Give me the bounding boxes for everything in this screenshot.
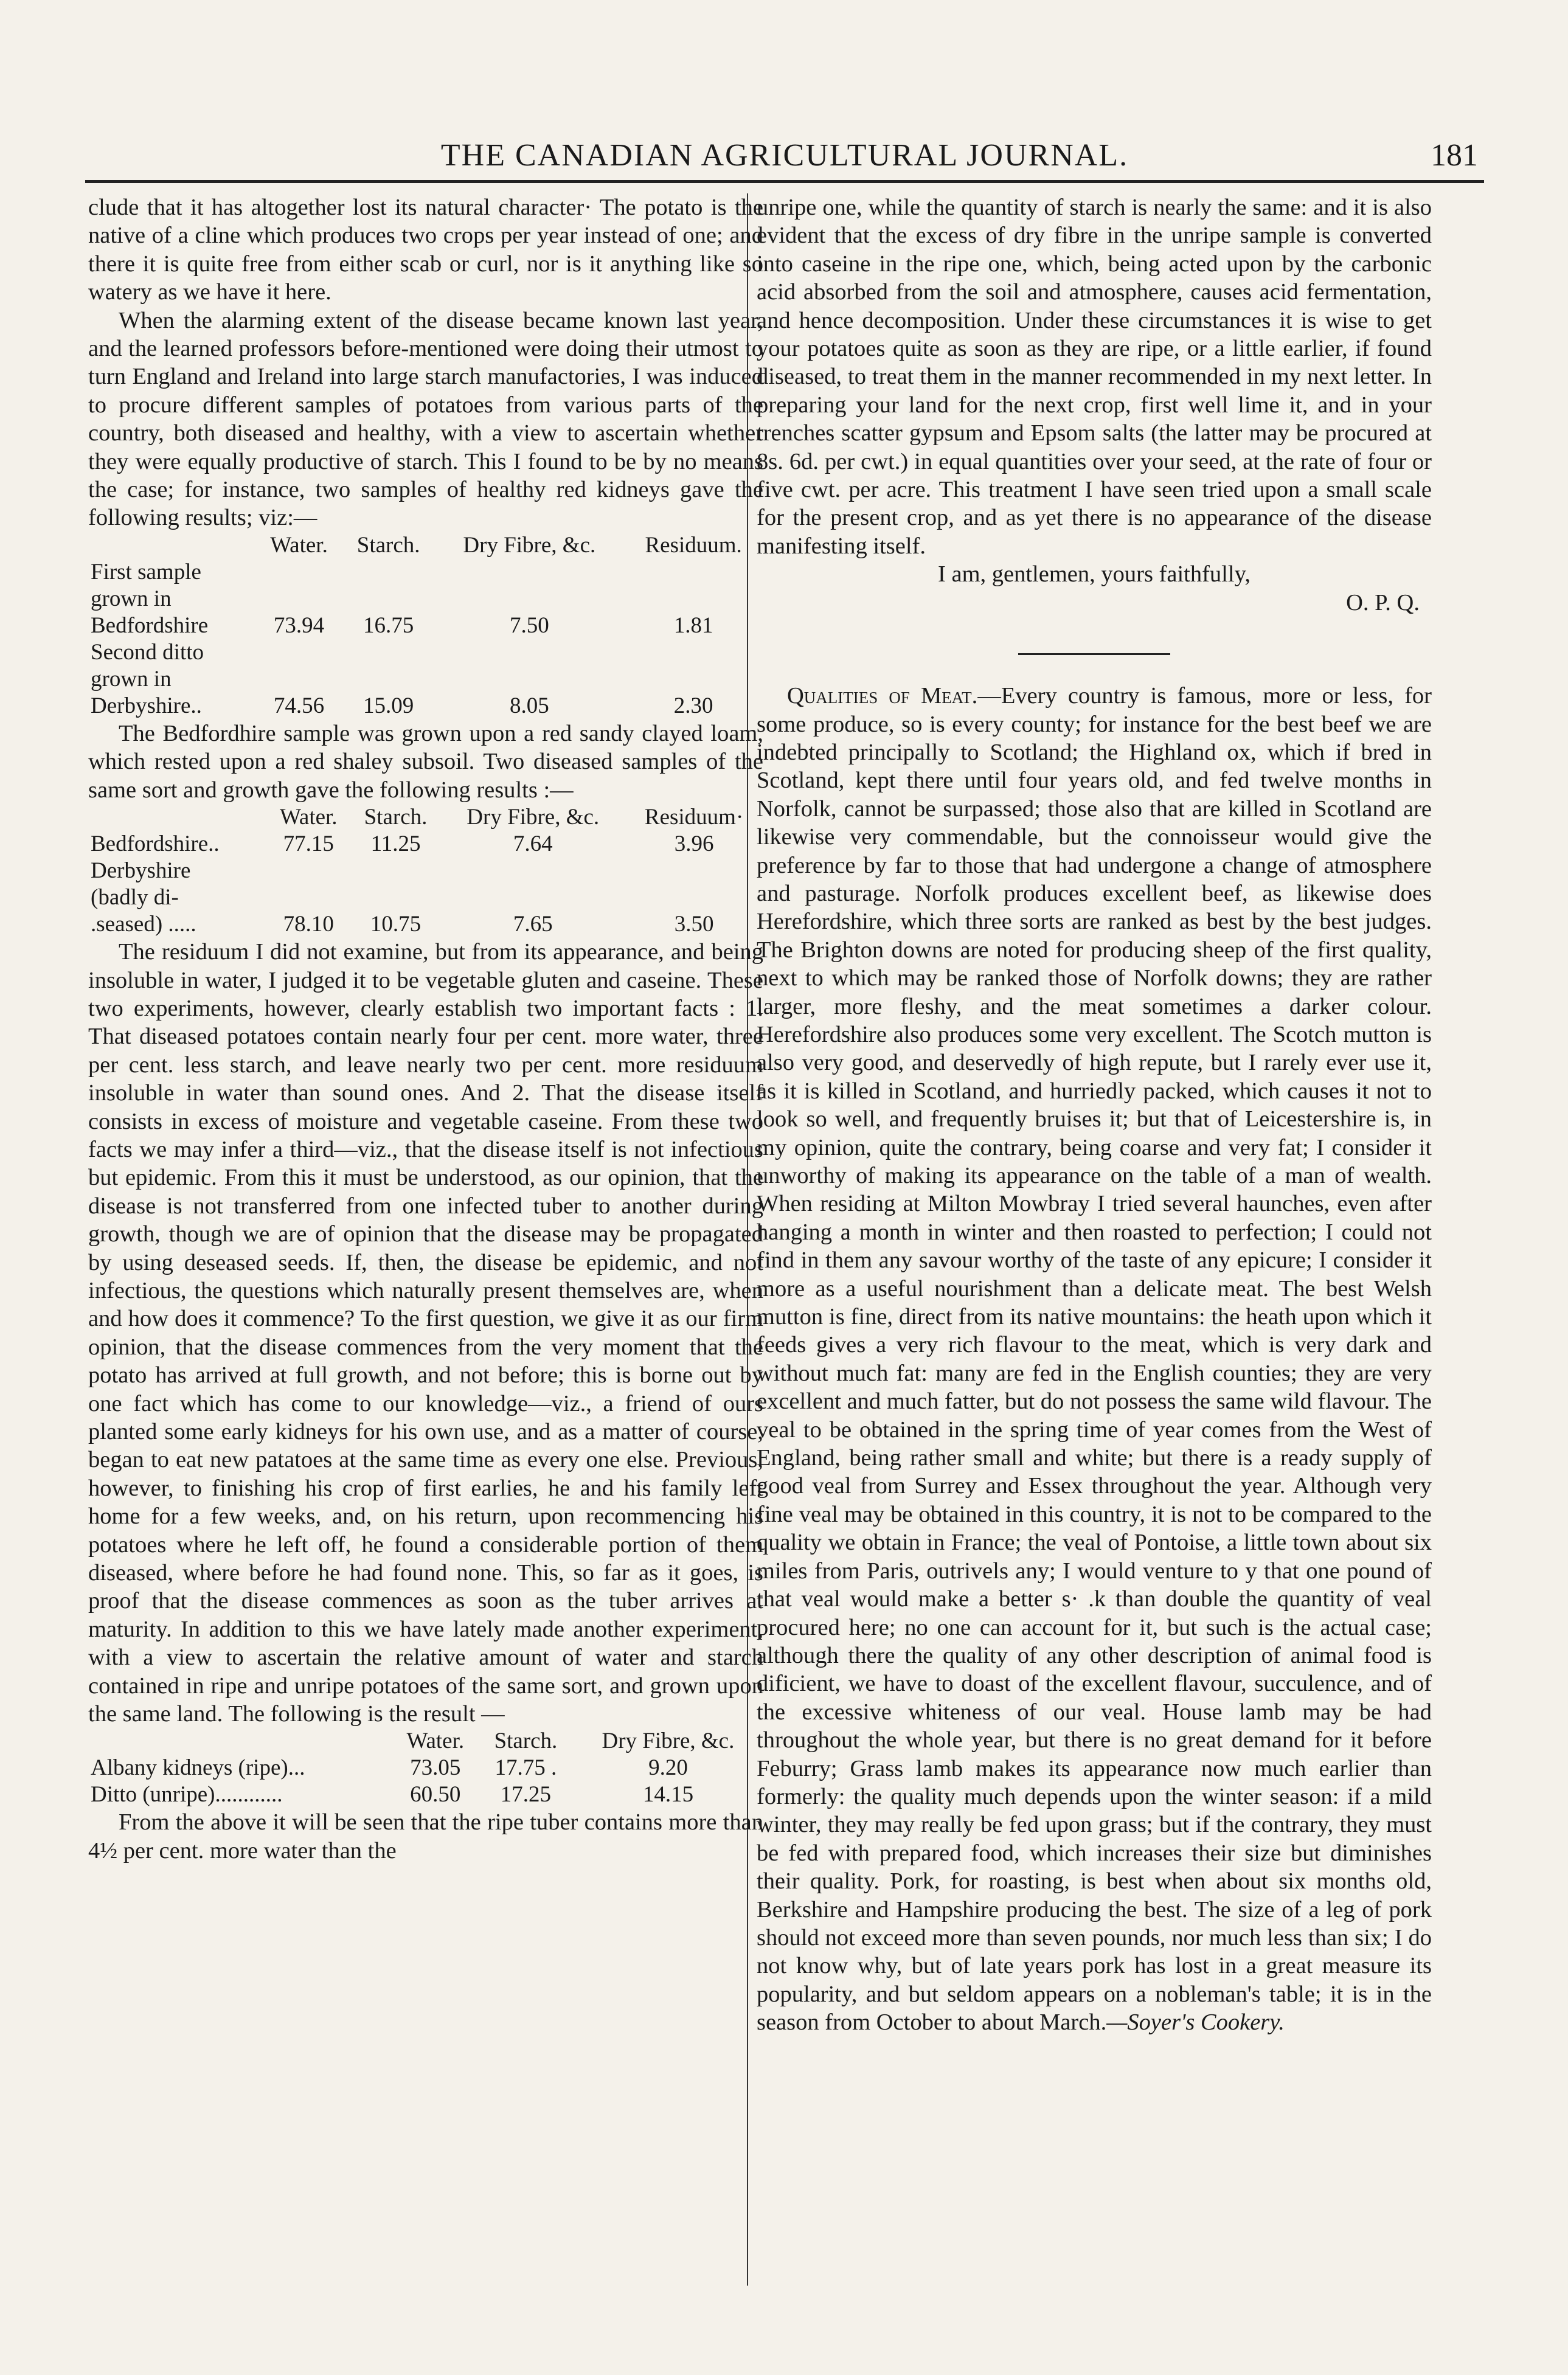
letter-signature: O. P. Q.	[1346, 589, 1420, 615]
row-label-line: grown in	[91, 586, 172, 611]
table-cell: 73.05	[410, 1755, 461, 1781]
table-cell: 8.05	[509, 693, 549, 718]
header-rule	[85, 180, 1484, 183]
table-header: Water.	[406, 1728, 465, 1754]
row-label-line: First sample	[91, 559, 201, 584]
table-header-row	[88, 532, 763, 559]
table-row	[88, 1781, 763, 1808]
table-cell: 60.50	[410, 1782, 461, 1808]
results-table-ripeness	[88, 1728, 763, 1808]
row-label: Albany kidneys (ripe)...	[91, 1755, 305, 1781]
section-separator	[1018, 653, 1170, 655]
table-cell: 2.30	[673, 693, 713, 718]
article-body: —Every country is famous, more or less, for some produce, so is every county; for instance for the best beef we are indebted principally to Scotland; the Highland ox, which if bred in Scotland, kept there until four years old, and fed twelve months in Norfolk, cannot be surpassed; those also that are killed in Scotland are likewise very commendable, but the connoisseur would give the preference by far to those that had undergone a change of atmosphere and pasturage. Norfolk produces excellent beef, as likewise does Herefordshire, which three sorts are ranked as best by the best judges. The Brighton downs are noted for producing sheep of the first quality, next to which may be ranked those of Norfolk downs; they are rather larger, more fleshy, and the meat sometimes a darker colour. Herefordshire also produces some very excellent. The Scotch mutton is also very good, and deservedly of high repute, but I rarely ever use it, as it is killed in Scotland, and hurriedly packed, which causes it not to look so well, and frequently bruises it; but that of Leicestershire is, in my opinion, quite the contrary, being coarse and very fat; I consider it unworthy of making its appearance on the table of a man of wealth. When residing at Milton Mowbray I tried several haunches, even after hanging a month in winter and then roasted to perfection; I could not find in them any savour worthy of the taste of any epicure; I consider it more as a useful nourishment than a delicate meat. The best Welsh mutton is fine, direct from its native mountains: the heath upon which it feeds gives a very rich flavour to the meat, which is very dark and without much fat: many are fed in the English counties; they are very excellent and much fatter, but do not possess the same wild flavour. The veal to be obtained in the spring time of year comes from the West of England, being rather small and white; but there is a ready supply of good veal from Surrey and Essex throughout the year. Although very fine veal may be obtained in this country, it is not to be compared to the quality we obtain in France; the veal of Pontoise, a little town about six miles from Paris, outrivels any; I would venture to y that one pound of that veal would make a better s· .k than double the quantity of veal procured here; no one can account for it, but such is the actual case; although there the quality of any other description of animal food is dificient, we have to doast of the excellent flavour, succulence, and of the excessive whiteness of our veal. House lamb may be had throughout the whole year, but there is no great demand for it before Feburry; Grass lamb makes its appearance now much earlier than formerly: the quality much depends upon the winter season: if a mild winter, they may really be fed upon grass; but if the contrary, they must be fed with prepared food, which increases their size but diminishes their quality. Pork, for roasting, is best when about six months old, Berkshire and Hampshire producing the best. The size of a leg of pork should not exceed more than seven pounds, nor much less than six; I do not know why, but of late years pork has lost in a great measure its popularity, and but seldom appears on a nobleman's table; it is in the season from October to about March.	[757, 683, 1432, 2036]
table-row	[88, 858, 763, 938]
table-cell: 11.25	[370, 831, 421, 857]
letter-closing: I am, gentlemen, yours faithfully,	[938, 561, 1251, 588]
table-cell: 15.09	[363, 693, 414, 718]
page-number: 181	[1431, 138, 1478, 173]
table-cell: 10.75	[370, 912, 421, 937]
row-label-line: Bedfordshire..	[91, 831, 220, 857]
table-row	[88, 639, 763, 719]
row-label	[88, 858, 267, 938]
row-label: Ditto (unripe)............	[91, 1782, 283, 1808]
table-cell: 9.20	[648, 1755, 688, 1781]
table-row	[88, 1755, 763, 1781]
table-cell: 77.15	[283, 831, 334, 857]
right-column	[757, 193, 1432, 2037]
table-header: Water.	[279, 805, 338, 830]
table-cell: 74.56	[273, 693, 325, 718]
article-attribution: —Soyer's Cookery.	[1106, 2009, 1285, 2036]
table-cell: 7.65	[513, 912, 553, 937]
results-table-healthy	[88, 532, 763, 719]
row-label-line: Second ditto	[91, 639, 204, 665]
table-cell: 73.94	[273, 612, 325, 638]
table-header: Starch.	[364, 805, 428, 830]
row-label-line: Derbyshire	[91, 858, 191, 884]
left-column	[88, 193, 763, 1865]
table-cell: 14.15	[642, 1782, 694, 1808]
table-cell: 17.25	[500, 1782, 552, 1808]
journal-title: THE CANADIAN AGRICULTURAL JOURNAL.	[440, 138, 1129, 173]
row-label	[88, 831, 267, 858]
table-cell: 3.50	[674, 912, 714, 937]
row-label-line: .seased) .....	[91, 912, 196, 937]
article-heading: Qualities of Meat.	[787, 683, 978, 709]
table-cell: 7.50	[509, 612, 549, 638]
row-label-line: Derbyshire..	[91, 693, 202, 718]
paragraph: The residuum I did not examine, but from its appearance, and being insoluble in water, I judged it to be vegetable gluten and caseine. These two experiments, however, clearly establish two important facts : 1. That diseased potatoes contain nearly four per cent. more water, three per cent. less starch, and leave nearly two per cent. more residuum insoluble in water than sound ones. And 2. That the disease itself consists in excess of moisture and vegetable caseine. From these two facts we may infer a third—viz., that the disease itself is not infectious but epidemic. From this it must be understood, as our opinion, that the disease is not transferred from one infected tuber to another during growth, though we are of opinion that the disease may be propagated by using deseased seeds. If, then, the disease be epidemic, and not infectious, the questions which naturally present themselves are, when and how does it commence? To the first question, we give it as our firm opinion, that the disease commences from the very moment that the potato has arrived at full growth, and not before; this is borne out by one fact which has come to our knowledge—viz., a friend of ours planted some early kidneys for his own use, and as a matter of course, began to eat new patatoes at the same time as every one else. Previous, however, to finishing his crop of first earlies, he and his family left home for a few weeks, and, on his return, upon recommencing his potatoes where he left off, he found a considerable portion of them diseased, where before he had found none. This, so far as it goes, is proof that the disease commences as soon as the tuber arrives at maturity. In addition to this we have lately made another experiment, with a view to ascertain the relative amount of water and starch contained in ripe and unripe potatoes of the same sort, and grown upon the same land. The following is the result —	[88, 939, 763, 1727]
table-header: Dry Fibre, &c.	[463, 532, 596, 558]
table-row	[88, 831, 763, 858]
table-header-row	[88, 1728, 763, 1755]
row-label-line: grown in	[91, 666, 172, 692]
table-cell: 1.81	[673, 612, 713, 638]
table-header: Dry Fibre, &c.	[467, 805, 600, 830]
article-qualities-of-meat	[757, 682, 1432, 2037]
table-header: Dry Fibre, &c.	[602, 1728, 735, 1754]
results-table-diseased	[88, 804, 763, 938]
row-label-line: Bedfordshire	[91, 612, 209, 638]
row-label	[88, 559, 256, 639]
paragraph: The Bedfordhire sample was grown upon a red sandy clayed loam, which rested upon a red shaley subsoil. Two diseased samples of the same sort and growth gave the following results :—	[88, 720, 763, 803]
paragraph: clude that it has altogether lost its natural character· The potato is the native of a cline which produces two crops per year instead of one; and there it is quite free from either scab or curl, nor is it anything like so watery as we have it here.	[88, 195, 763, 305]
table-cell: 16.75	[363, 612, 414, 638]
table-header: Starch.	[356, 532, 420, 558]
table-header: Residuum.	[645, 532, 742, 558]
paragraph: From the above it will be seen that the ripe tuber contains more than 4½ per cent. more water than the	[88, 1809, 763, 1864]
table-header: Starch.	[494, 1728, 558, 1754]
paragraph: When the alarming extent of the disease became known last year, and the learned professors before-mentioned were doing their utmost to turn England and Ireland into large starch manufactories, I was induced to procure different samples of potatoes from various parts of the country, both diseased and healthy, with a view to ascertain whether they were equally productive of starch. This I found to be by no means the case; for instance, two samples of healthy red kidneys gave the following results; viz:—	[88, 307, 763, 531]
row-label-line: (badly di-	[91, 885, 179, 910]
page-header	[85, 137, 1484, 180]
table-cell: 7.64	[513, 831, 553, 857]
table-header-row	[88, 804, 763, 831]
table-cell: 17.75 .	[494, 1755, 557, 1781]
table-header: Water.	[270, 532, 328, 558]
table-cell: 3.96	[674, 831, 714, 857]
table-row	[88, 559, 763, 639]
table-cell: 78.10	[283, 912, 334, 937]
row-label	[88, 639, 256, 719]
table-header: Residuum·	[644, 805, 744, 830]
paragraph: unripe one, while the quantity of starch is nearly the same: and it is also evident that the excess of dry fibre in the unripe sample is converted into caseine in the ripe one, which, being acted upon by the carbonic acid absorbed from the soil and atmosphere, causes acid fermentation, and hence decomposition. Under these circumstances it is wise to get your potatoes quite as soon as they are ripe, or a little earlier, if found diseased, to treat them in the manner recommended in my next letter. In preparing your land for the next crop, first well lime it, and in your trenches scatter gypsum and Epsom salts (the latter may be procured at 8s. 6d. per cwt.) in equal quantities over your seed, at the rate of four or five cwt. per acre. This treatment I have seen tried upon a small scale for the present crop, and as yet there is no appearance of the disease manifesting itself.	[757, 195, 1432, 559]
